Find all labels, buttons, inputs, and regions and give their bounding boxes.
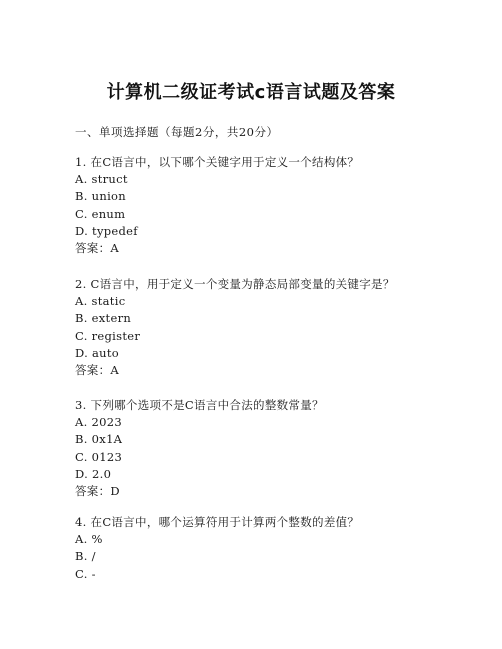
option-d: D. auto bbox=[75, 345, 120, 360]
option-c: C. enum bbox=[75, 206, 126, 221]
question-1 bbox=[75, 154, 359, 257]
option-a: A. struct bbox=[75, 172, 128, 187]
question-stem: 1. 在C语言中，以下哪个关键字用于定义一个结构体？ bbox=[75, 155, 360, 169]
option-d: D. typedef bbox=[75, 223, 138, 238]
answer: 答案：D bbox=[75, 483, 120, 498]
option-c: C. register bbox=[75, 328, 141, 343]
question-stem: 4. 在C语言中，哪个运算符用于计算两个整数的差值？ bbox=[75, 515, 360, 529]
option-a: A. static bbox=[75, 294, 126, 309]
option-b: B. extern bbox=[75, 311, 132, 326]
option-c: C. 0123 bbox=[75, 449, 123, 464]
answer: 答案：A bbox=[75, 240, 120, 255]
option-c: C. - bbox=[75, 566, 96, 581]
section-heading: 一、单项选择题（每题2分，共20分） bbox=[75, 125, 279, 139]
option-d: D. 2.0 bbox=[75, 466, 112, 481]
question-3 bbox=[75, 397, 324, 500]
option-b: B. 0x1A bbox=[75, 432, 123, 447]
option-b: B. union bbox=[75, 189, 126, 204]
option-b: B. / bbox=[75, 549, 96, 564]
answer: 答案：A bbox=[75, 362, 120, 377]
option-a: A. 2023 bbox=[75, 415, 122, 430]
option-a: A. % bbox=[75, 532, 103, 547]
question-stem: 2. C语言中，用于定义一个变量为静态局部变量的关键字是？ bbox=[75, 277, 395, 291]
document-title: 计算机二级证考试c语言试题及答案 bbox=[106, 82, 396, 103]
question-4 bbox=[75, 514, 359, 583]
question-stem: 3. 下列哪个选项不是C语言中合法的整数常量？ bbox=[75, 398, 324, 412]
question-2 bbox=[75, 276, 395, 379]
